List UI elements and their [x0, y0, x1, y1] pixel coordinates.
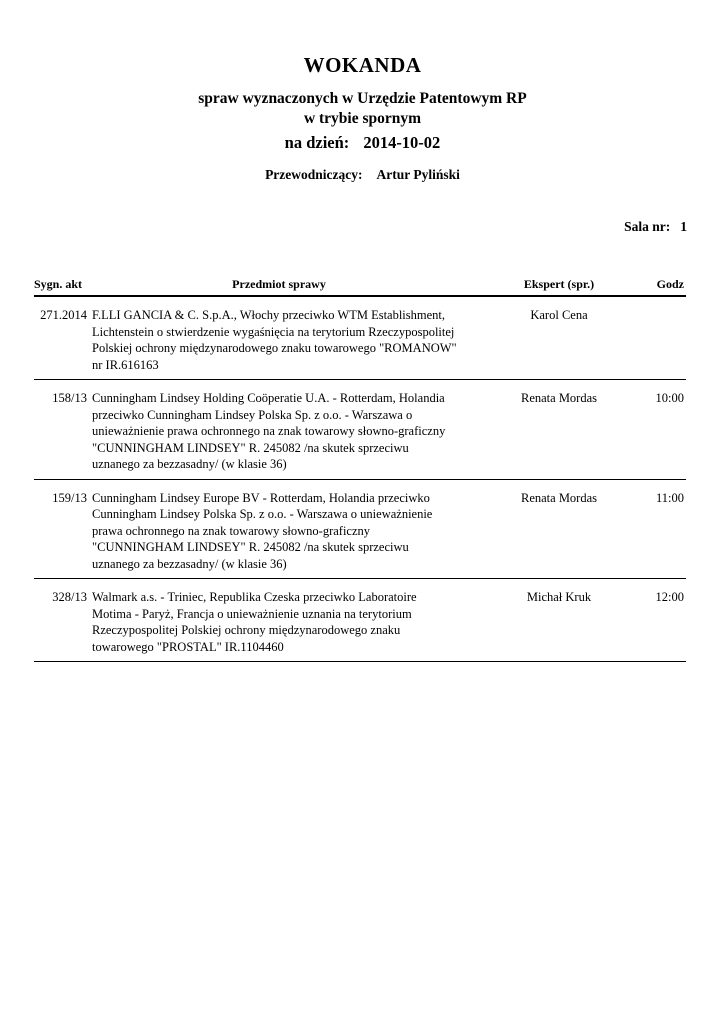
column-header-ekspert: Ekspert (spr.): [523, 277, 595, 291]
table-header: [34, 277, 686, 297]
cell-sygn: 158/13: [52, 391, 87, 405]
cell-przedmiot: F.LLI GANCIA & C. S.p.A., Włochy przeciwko WTM Establishment, Lichtenstein o stwierdzenie wygaśnięcia na terytorium Rzeczypospolitej Polskiej ochrony międzynarodowego znaku towarowego "ROMANOW" nr IR.616163: [92, 308, 457, 372]
cell-sygn: 271.2014: [40, 308, 87, 322]
cell-przedmiot: Walmark a.s. - Triniec, Republika Czeska przeciwko Laboratoire Motima - Paryż, Francja o unieważnienie uznania na terytorium Rzeczypospolitej Polskiej ochrony międzynarodowego znaku towarowego "PROSTAL" IR.1104460: [92, 590, 417, 654]
document-subtitle-line1: spraw wyznaczonych w Urzędzie Patentowym RP: [198, 90, 527, 107]
session-date: [0, 133, 725, 153]
document-title: WOKANDA: [303, 53, 422, 77]
date-label: na dzień:: [284, 133, 350, 152]
cell-godz: 12:00: [655, 590, 684, 604]
cases-table: [34, 277, 686, 662]
cell-przedmiot: Cunningham Lindsey Holding Coöperatie U.A. - Rotterdam, Holandia przeciwko Cunningham Lindsey Polska Sp. z o.o. - Warszawa o unieważnienie prawa ochronnego na znak towarowy słowno-graficzny "CUNNINGHAM LINDSEY" R. 245082 /na skutek sprzeciwu uznanego za bezzasadny/ (w klasie 36): [92, 391, 446, 471]
column-header-przedmiot: Przedmiot sprawy: [232, 277, 326, 291]
room-label: Sala nr:: [624, 219, 671, 234]
cell-sygn: 159/13: [52, 490, 87, 505]
table-row: [34, 297, 686, 380]
table-row: [34, 480, 686, 580]
cell-ekspert: Renata Mordas: [520, 391, 598, 405]
cell-godz: 11:00: [655, 490, 684, 505]
column-header-sygn: Sygn. akt: [34, 277, 83, 291]
cell-sygn: 328/13: [52, 590, 87, 604]
cell-ekspert: Michał Kruk: [526, 590, 592, 604]
chair-label: Przewodniczący:: [265, 167, 363, 182]
document-subtitle-line2: w trybie spornym: [303, 110, 422, 127]
room-number: [624, 219, 687, 235]
chair-name: Artur Pyliński: [376, 167, 460, 182]
table-row: [34, 380, 686, 480]
cell-godz: 10:00: [655, 391, 684, 405]
room-value: 1: [680, 219, 687, 234]
column-header-godz: Godz: [656, 277, 684, 291]
cell-ekspert: Karol Cena: [530, 308, 588, 322]
chairperson: [0, 167, 725, 183]
table-row: [34, 579, 686, 662]
cell-ekspert: Renata Mordas: [520, 490, 598, 505]
date-value: 2014-10-02: [363, 133, 441, 152]
cell-przedmiot: Cunningham Lindsey Europe BV - Rotterdam, Holandia przeciwko Cunningham Lindsey Polska Sp. z o.o. - Warszawa o unieważnienie prawa ochronnego na znak towarowy słowno-graficzny "CUNNINGHAM LINDSEY" R. 245082 /na skutek sprzeciwu uznanego za bezzasadny/ (w klasie 36): [92, 490, 433, 571]
